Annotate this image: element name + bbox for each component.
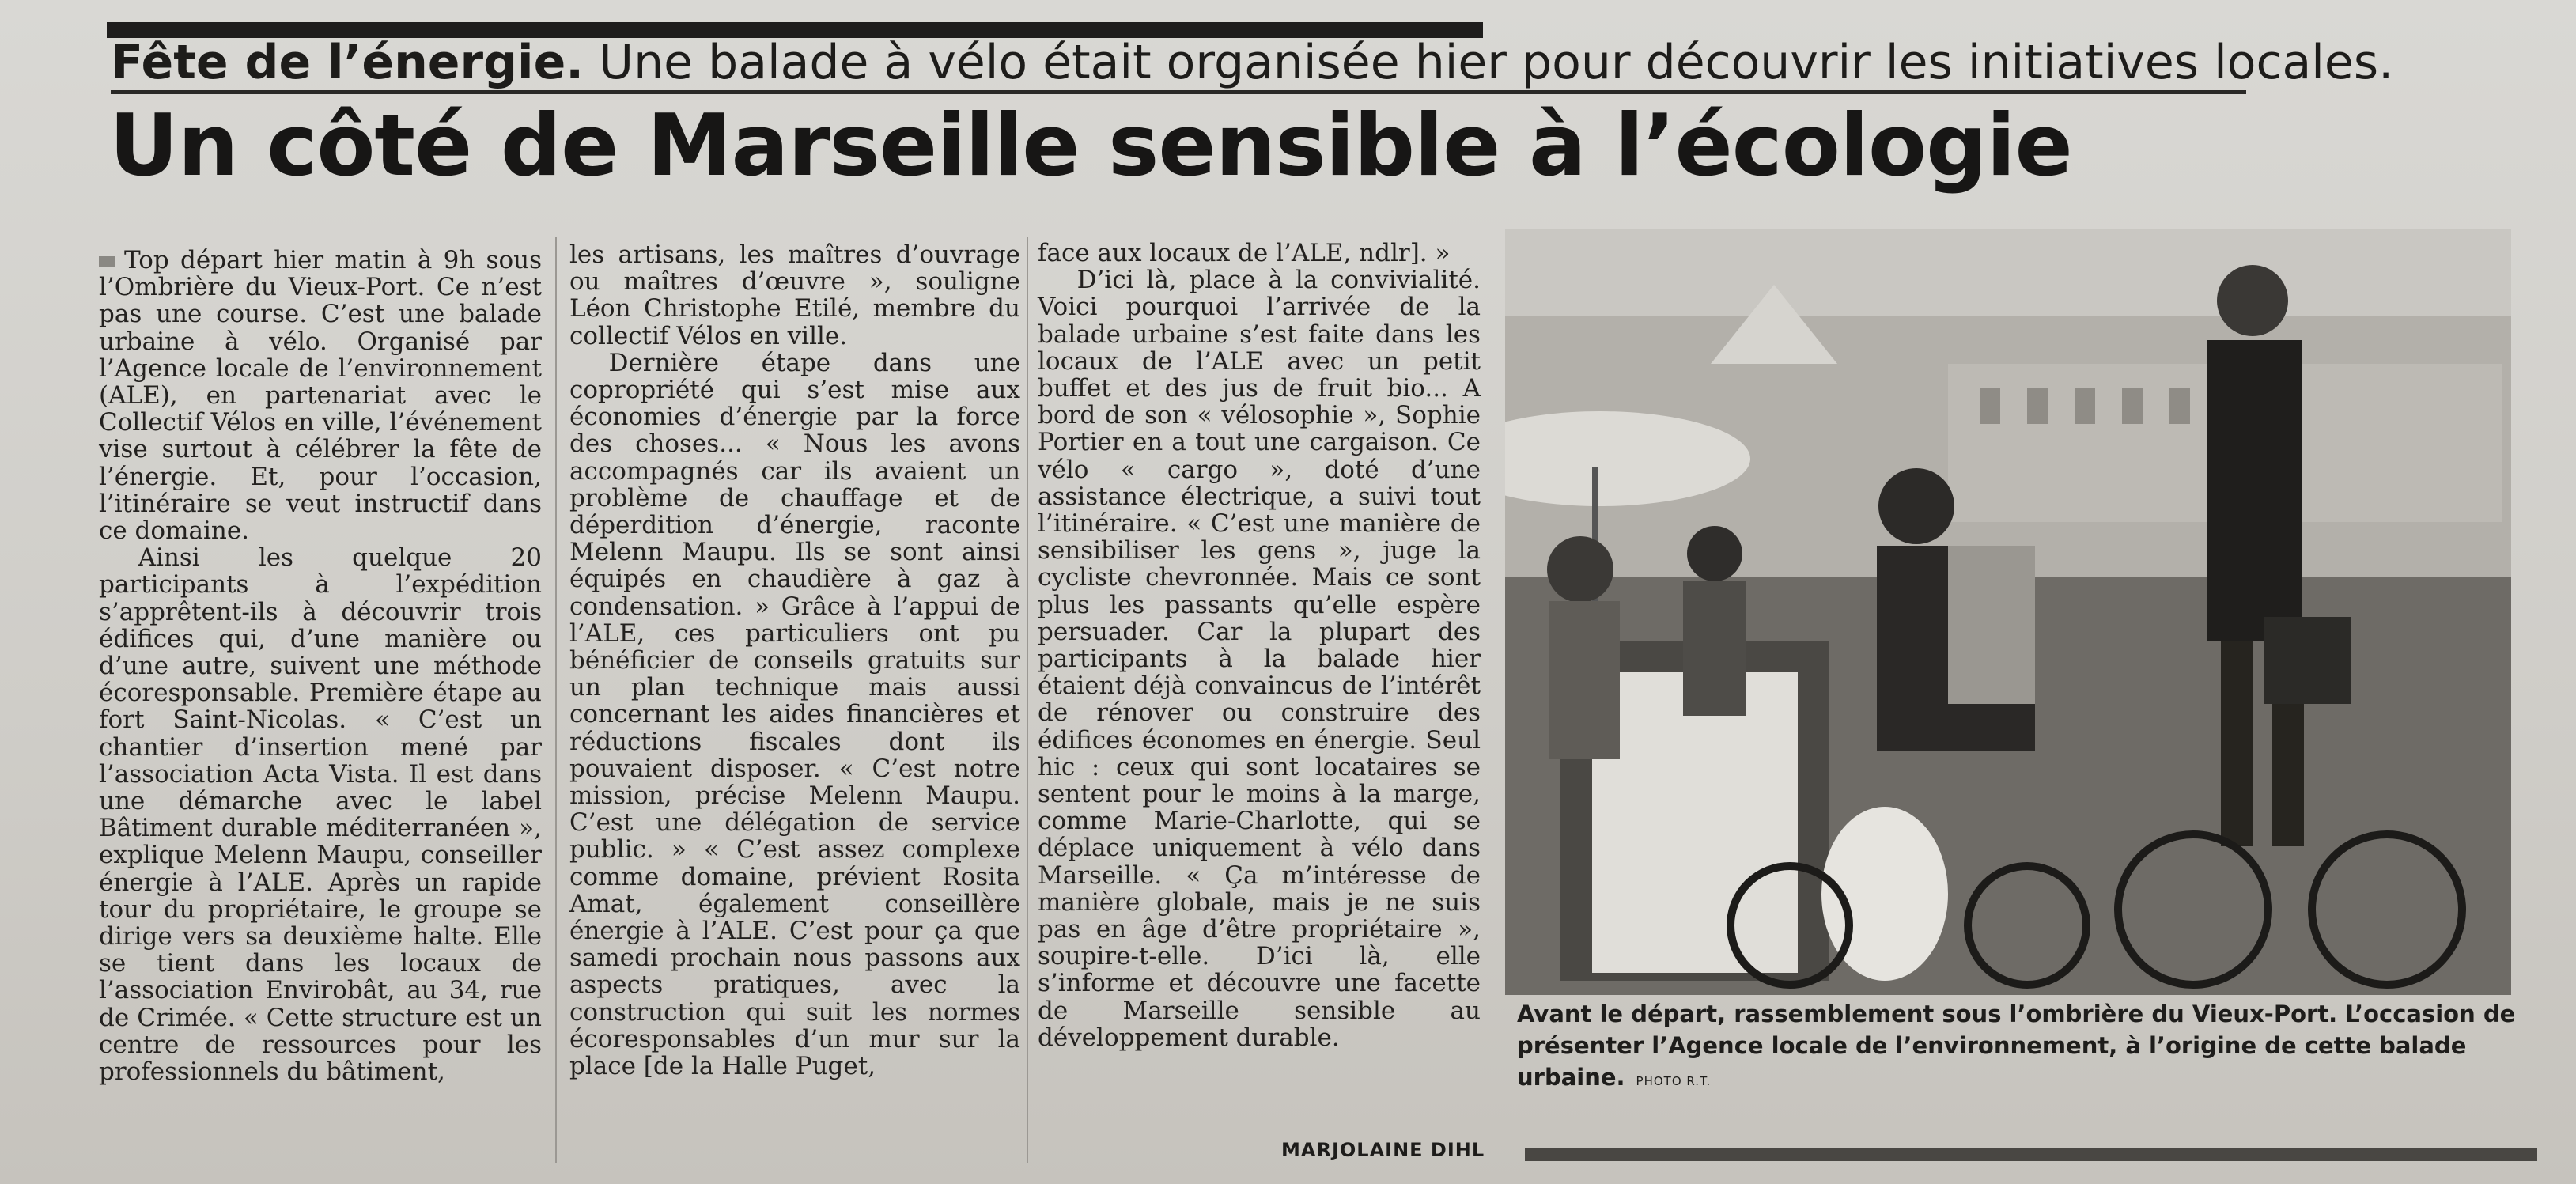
photo-credit: PHOTO R.T. [1636,1074,1712,1088]
paragraph: Ainsi les quelque 20 participants à l’expédition s’apprêtent-ils à découvrir trois édifices qui, d’une manière ou d’une autre, suivent une méthode écoresponsable. Première étape au fort Saint-Nicolas. « C’est un chantier d’insertion mené par l’association Acta Vista. Il est dans une démarche avec le label Bâtiment durable méditerranéen », explique Melenn Maupu, conseiller énergie à l’ALE. Après un rapide tour du propriétaire, le groupe se dirige vers sa deuxième halte. Elle se tient dans les locaux de l’association Envirobât, au 34, rue de Crimée. « Cette structure est un centre de ressources pour les professionnels du bâtiment, [99,543,542,1087]
column-divider [1027,237,1028,1163]
author-byline: MARJOLAINE DIHL [1281,1139,1485,1161]
caption-text: Avant le départ, rassemblement sous l’ombrière du Vieux-Port. L’occasion de présenter l’Agence locale de l’environnement, à l’origine de cette balade urbaine. [1517,1001,2516,1091]
paragraph: face aux locaux de l’ALE, ndlr]. » [1038,239,1451,267]
article-headline: Un côté de Marseille sensible à l’écologie [109,96,2072,195]
kicker-topic: Fête de l’énergie. [111,35,584,90]
text-column-3 [1038,240,1481,1051]
photo-caption [1517,998,2529,1097]
paragraph: Top départ hier matin à 9h sous l’Ombrière du Vieux-Port. Ce n’est pas une course. C’est une balade urbaine à vélo. Organisé par l’Agence locale de l’environnement (ALE), en partenariat avec le Collectif Vélos en ville, l’événement vise surtout à célébrer la fête de l’énergie. Et, pour l’occasion, l’itinéraire se veut instructif dans ce domaine. [99,246,542,546]
bottom-rule [1525,1148,2537,1161]
text-column-2 [569,241,1020,1080]
column-divider [555,237,557,1163]
article-photo [1505,229,2511,995]
text-column-1 [99,247,542,1085]
paragraph: Dernière étape dans une copropriété qui s’est mise aux économies d’énergie par la force des choses... « Nous les avons accompagnés car ils avaient un problème de chauffage et de déperdition d’énergie, raconte Melenn Maupu. Ils se sont ainsi équipés en chaudière à gaz à condensation. » Grâce à l’appui de l’ALE, ces particuliers ont pu bénéficier de conseils gratuits sur un plan technique mais aussi concernant les aides financières et réductions fiscales dont ils pouvaient disposer. « C’est notre mission, précise Melenn Maupu. C’est une délégation de service public. » « C’est assez complexe comme domaine, prévient Rosita Amat, également conseillère énergie à l’ALE. C’est pour ça que samedi prochain nous passons aux aspects pratiques, avec la construction qui suit les normes écoresponsables d’un mur sur la place [de la Halle Puget, [569,348,1020,1081]
kicker-text: Une balade à vélo était organisée hier pour découvrir les initiatives locales. [584,35,2394,90]
bullet-square-icon [99,256,115,267]
paragraph: les artisans, les maîtres d’ouvrage ou maîtres d’œuvre », souligne Léon Christophe Etilé, membre du collectif Vélos en ville. [569,240,1020,350]
paragraph: D’ici là, place à la convivialité. Voici pourquoi l’arrivée de la balade urbaine s’est faite dans les locaux de l’ALE avec un petit buffet et des jus de fruit bio... A bord de son « vélosophie », Sophie Portier en a tout une cargaison. Ce vélo « cargo », doté d’une assistance électrique, a suivi tout l’itinéraire. « C’est une manière de sensibiliser les gens », juge la cycliste chevronnée. Mais ce sont plus les passants qu’elle espère persuader. Car la plupart des participants à la balade hier étaient déjà convaincus de l’intérêt de rénover ou construire des édifices économes en énergie. Seul hic : ceux qui sont locataires se sentent pour le moins à la marge, comme Marie-Charlotte, qui se déplace uniquement à vélo dans Marseille. « Ça m’intéresse de manière globale, mais je ne suis pas en âge d’être propriétaire », soupire-t-elle. D’ici là, elle s’informe et découvre une facette de Marseille sensible au développement durable. [1038,266,1481,1052]
photo-cyclists-image [1505,229,2511,995]
article-kicker [111,35,2394,94]
